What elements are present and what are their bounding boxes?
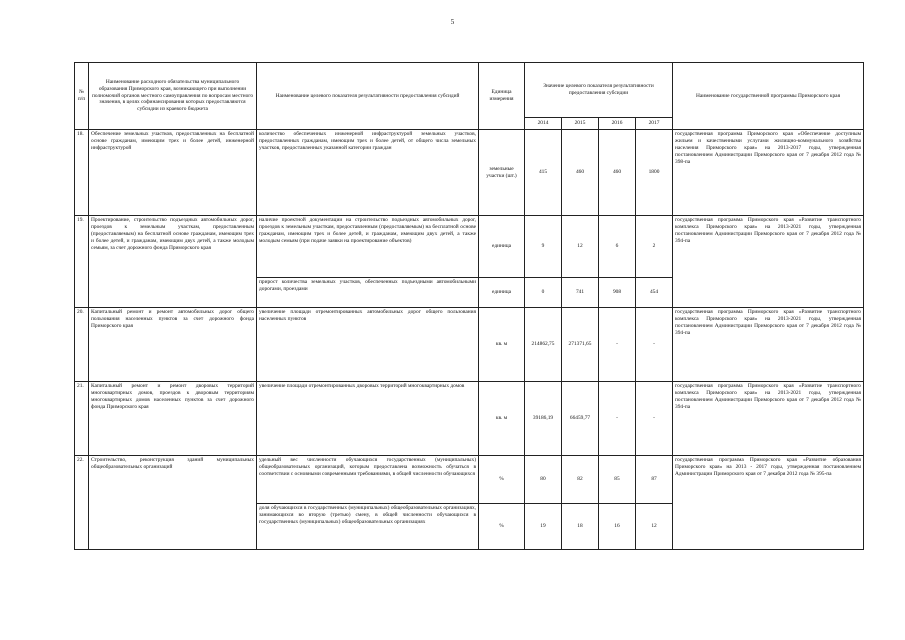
header-obligation: Наименование расходного обязательства муниципального образования Приморского края, возникающего при выполнении полномочий органов местного самоуправления по вопросам местного значения, в целях софинансирования которых предоставляются субсидии из краевого бюджета [89, 63, 257, 130]
header-year: 2015 [562, 118, 599, 130]
value-cell: 454 [636, 278, 673, 308]
value-cell: 214862,75 [525, 308, 562, 382]
value-cell: 39186,19 [525, 382, 562, 456]
header-unit: Единица измерения [479, 63, 525, 130]
unit-cell: кв. м [479, 308, 525, 382]
table-row [75, 456, 864, 504]
table-row [75, 382, 864, 456]
header-year: 2014 [525, 118, 562, 130]
subsidy-indicators-table [74, 62, 864, 550]
value-cell: - [599, 382, 636, 456]
value-cell: 12 [562, 216, 599, 278]
value-cell: 1800 [636, 130, 673, 216]
obligation-cell: Капитальный ремонт и ремонт автомобильных дорог общего пользования населенных пунктов за счет дорожного фонда Приморского края [89, 308, 257, 382]
unit-cell: % [479, 456, 525, 504]
row-number: 21. [75, 382, 89, 456]
indicator-cell: количество обеспеченных инженерной инфраструктурой земельных участков, предоставленных гражданам, имеющим трех и более детей, от общего числа земельных участков, предоставленных указанной категории граждан [257, 130, 479, 216]
indicator-cell: доля обучающихся в государственных (муниципальных) общеобразовательных организациях, занимающихся во вторую (третью) смену, в общей численности обучающихся в государственных (муниципальных) общеобразовательных организациях [257, 504, 479, 550]
indicator-cell: прирост количества земельных участков, обеспеченных подъездными автомобильными дорогами, проездами [257, 278, 479, 308]
value-cell: - [599, 308, 636, 382]
value-cell: 18 [562, 504, 599, 550]
indicator-cell: наличие проектной документации на строительство подъездных автомобильных дорог, проездов к земельным участкам, предоставленным (предоставляемым) на бесплатной основе гражданам, имеющим трех и более детей, и гражданам, имеющим двух детей, а также молодым семьям (при подаче заявки на проектирование объектов) [257, 216, 479, 278]
obligation-cell: Обеспечение земельных участков, предоставленных на бесплатной основе гражданам, имеющим трех и более детей, инженерной инфраструктурой [89, 130, 257, 216]
header-values: Значение целевого показателя результативности предоставления субсидии [525, 63, 673, 118]
value-cell: 908 [599, 278, 636, 308]
header-no: № п/п [75, 63, 89, 130]
header-year: 2016 [599, 118, 636, 130]
header-row [75, 63, 864, 118]
header-indicator: Наименование целевого показателя результативности предоставления субсидий [257, 63, 479, 130]
value-cell: 87 [636, 456, 673, 504]
value-cell: 19 [525, 504, 562, 550]
unit-cell: единица [479, 216, 525, 278]
indicator-cell: увеличение площади отремонтированных дворовых территорий многоквартирных домов [257, 382, 479, 456]
row-number: 20. [75, 308, 89, 382]
table-row [75, 308, 864, 382]
indicator-cell: удельный вес численности обучающихся государственных (муниципальных) общеобразовательных организаций, которым предоставлена возможность обучаться в соответствии с основными современными требованиями, в общей численности обучающихся [257, 456, 479, 504]
value-cell: - [636, 308, 673, 382]
page-number: 5 [450, 18, 455, 26]
unit-cell: % [479, 504, 525, 550]
value-cell: - [636, 382, 673, 456]
value-cell: 460 [562, 130, 599, 216]
row-number: 22. [75, 456, 89, 550]
program-cell: государственная программа Приморского края «Развитие транспортного комплекса Приморского края» на 2013-2021 годы, утвержденная постановлением Администрации Приморского края от 7 декабря 2012 года № 394-па [673, 308, 864, 382]
obligation-cell: Капитальный ремонт и ремонт дворовых территорий многоквартирных домов, проездов к дворовым территориям многоквартирных домов населенных пунктов за счет дорожного фонда Приморского края [89, 382, 257, 456]
value-cell: 415 [525, 130, 562, 216]
header-year: 2017 [636, 118, 673, 130]
value-cell: 85 [599, 456, 636, 504]
value-cell: 16 [599, 504, 636, 550]
unit-cell: кв. м [479, 382, 525, 456]
value-cell: 82 [562, 456, 599, 504]
program-cell: государственная программа Приморского края «Развитие транспортного комплекса Приморского края» на 2013-2021 годы, утвержденная постановлением Администрации Приморского края от 7 декабря 2012 года № 394-па [673, 216, 864, 308]
header-program: Наименование государственной программы Приморского края [673, 63, 864, 130]
indicator-cell: увеличение площади отремонтированных автомобильных дорог общего пользования населенных пунктов [257, 308, 479, 382]
row-number: 18. [75, 130, 89, 216]
value-cell: 271371,65 [562, 308, 599, 382]
table-row [75, 130, 864, 216]
value-cell: 0 [525, 278, 562, 308]
obligation-cell: Проектирование, строительство подъездных автомобильных дорог, проездов к земельным участкам, предоставленным (предоставляемым) на бесплатной основе гражданам, имеющим трех и более детей, и гражданам, имеющим двух детей, а также молодым семьям, за счет дорожного фонда Приморского края [89, 216, 257, 308]
value-cell: 2 [636, 216, 673, 278]
table-row [75, 216, 864, 278]
program-cell: государственная программа Приморского края «Развитие транспортного комплекса Приморского края» на 2013-2021 годы, утвержденная постановлением Администрации Приморского края от 7 декабря 2012 года № 394-па [673, 382, 864, 456]
obligation-cell: Строительство, реконструкция зданий муниципальных общеобразовательных организаций [89, 456, 257, 550]
value-cell: 12 [636, 504, 673, 550]
value-cell: 66459,77 [562, 382, 599, 456]
value-cell: 6 [599, 216, 636, 278]
unit-cell: земельные участки (шт.) [479, 130, 525, 216]
value-cell: 460 [599, 130, 636, 216]
value-cell: 741 [562, 278, 599, 308]
program-cell: государственная программа Приморского края «Развитие образования Приморского края» на 2013 - 2017 годы, утвержденная постановлением Администрации Приморского края от 7 декабря 2012 года № 395-па [673, 456, 864, 550]
program-cell: государственная программа Приморского края «Обеспечение доступным жильем и качественными услугами жилищно-коммунального хозяйства населения Приморского края» на 2013-2017 годы, утвержденная постановлением Администрации Приморского края от 7 декабря 2012 года № 398-па [673, 130, 864, 216]
value-cell: 80 [525, 456, 562, 504]
unit-cell: единица [479, 278, 525, 308]
row-number: 19. [75, 216, 89, 308]
value-cell: 9 [525, 216, 562, 278]
